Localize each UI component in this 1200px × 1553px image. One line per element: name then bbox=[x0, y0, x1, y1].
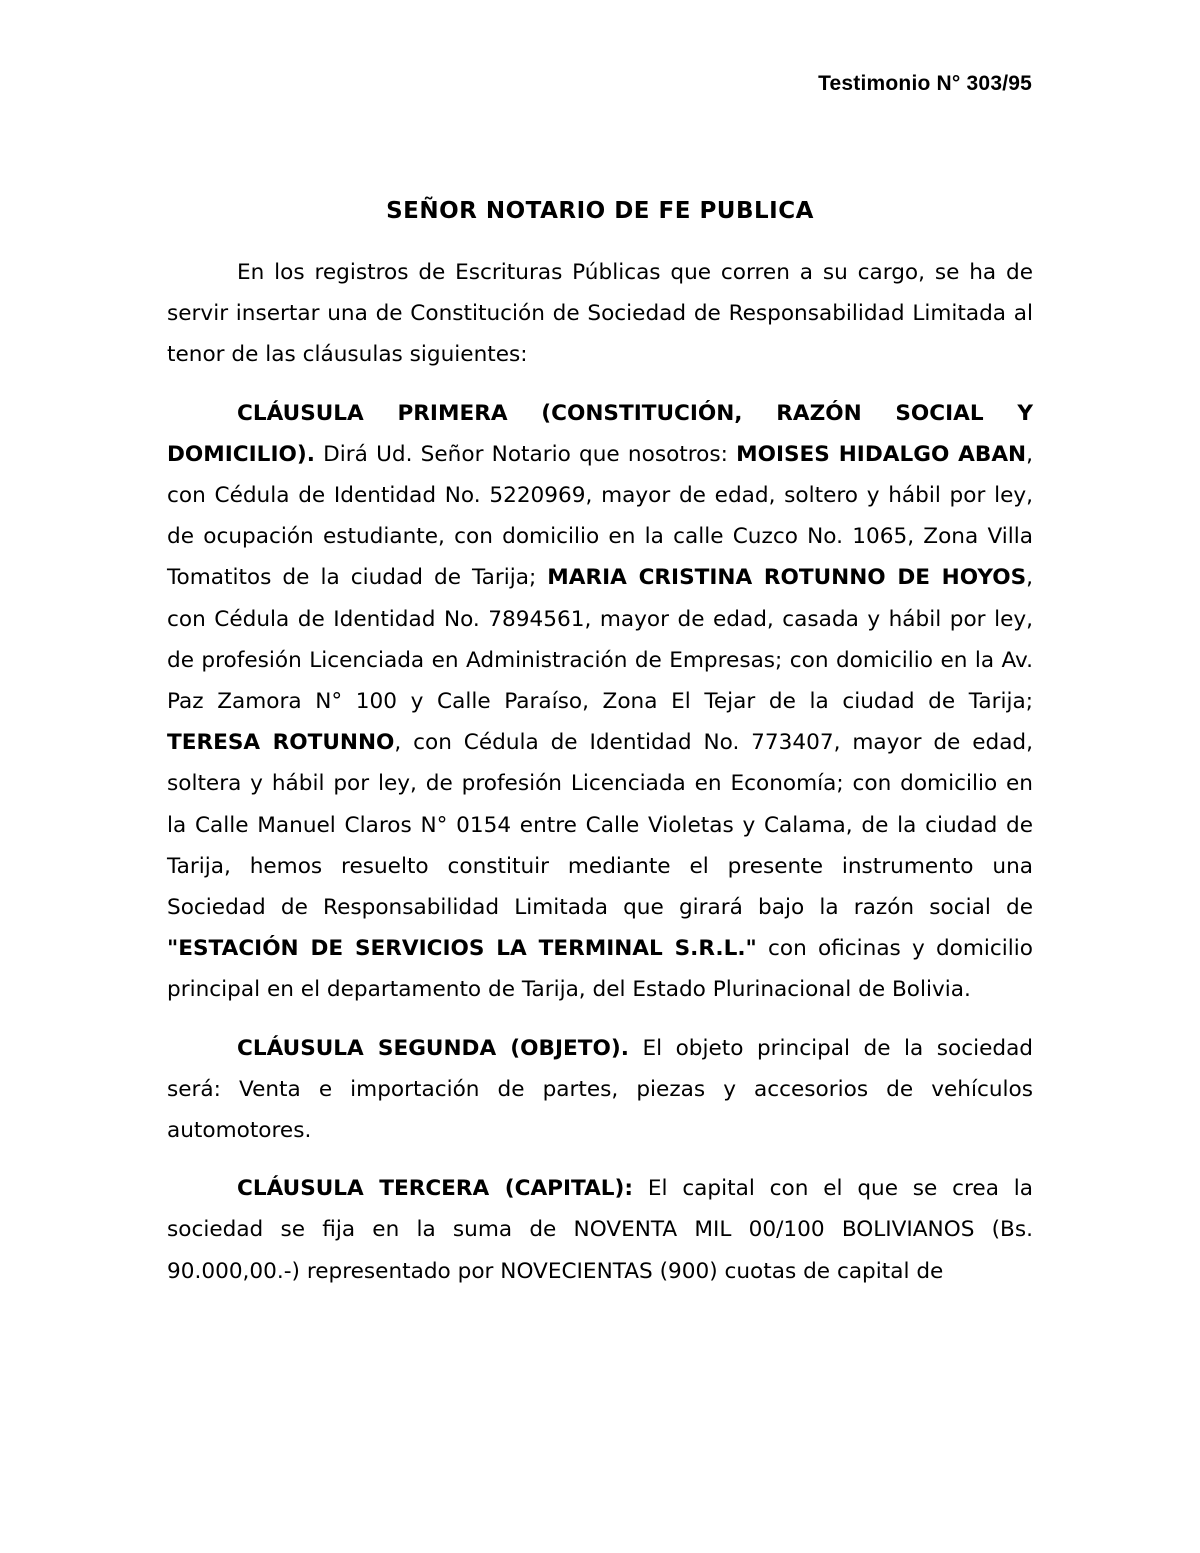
bold-text-run: CLÁUSULA SEGUNDA (OBJETO). bbox=[237, 1035, 629, 1061]
testimonio-reference: Testimonio N° 303/95 bbox=[818, 72, 1032, 95]
bold-text-run: CLÁUSULA TERCERA (CAPITAL): bbox=[237, 1176, 634, 1202]
paragraph-1 bbox=[167, 252, 1033, 376]
paragraph-4 bbox=[167, 1168, 1033, 1292]
text-run: En los registros de Escrituras Públicas que corren a su cargo, se ha de servir insertar una de Constitución de Sociedad de Responsabilidad Limitada al tenor de las cláusulas siguientes: bbox=[167, 260, 1033, 368]
paragraph-3 bbox=[167, 1028, 1033, 1152]
bold-text-run: "ESTACIÓN DE SERVICIOS LA TERMINAL S.R.L." bbox=[167, 936, 757, 962]
document-body bbox=[167, 252, 1033, 1292]
paragraph-2 bbox=[167, 393, 1033, 1011]
document-title: SEÑOR NOTARIO DE FE PUBLICA bbox=[386, 198, 814, 224]
bold-text-run: MARIA CRISTINA ROTUNNO DE HOYOS bbox=[547, 565, 1027, 591]
bold-text-run: TERESA ROTUNNO bbox=[167, 730, 395, 756]
text-run: con oficinas y domicilio principal en el departamento de Tarija, del Estado Plurinacional de Bolivia. bbox=[167, 936, 1033, 1003]
text-run: , con Cédula de Identidad No. 5220969, mayor de edad, soltero y hábil por ley, de ocupación estudiante, con domicilio en la calle Cuzco No. 1065, Zona Villa Tomatitos de la ciudad de Tarija; bbox=[167, 441, 1033, 591]
text-run: , con Cédula de Identidad No. 7894561, mayor de edad, casada y hábil por ley, de profesión Licenciada en Administración de Empresas; con domicilio en la Av. Paz Zamora N° 100 y Calle Paraíso, Zona El Tejar de la ciudad de Tarija; bbox=[167, 565, 1033, 715]
text-run: Dirá Ud. Señor Notario que nosotros: bbox=[314, 441, 737, 467]
bold-text-run: CLÁUSULA PRIMERA (CONSTITUCIÓN, RAZÓN SOCIAL Y DOMICILIO). bbox=[167, 400, 1033, 467]
text-run: , con Cédula de Identidad No. 773407, mayor de edad, soltera y hábil por ley, de profesión Licenciada en Economía; con domicilio en la Calle Manuel Claros N° 0154 entre Calle Violetas y Calama, de la ciudad de Tarija, hemos resuelto constituir mediante el presente instrumento una Sociedad de Responsabilidad Limitada que girará bajo la razón social de bbox=[167, 730, 1033, 921]
text-run: El capital con el que se crea la sociedad se fija en la suma de NOVENTA MIL 00/100 BOLIVIANOS (Bs. 90.000,00.-) representado por NOVECIENTAS (900) cuotas de capital de bbox=[167, 1176, 1033, 1284]
text-run: El objeto principal de la sociedad será: Venta e importación de partes, piezas y accesorios de vehículos automotores. bbox=[167, 1035, 1034, 1144]
bold-text-run: MOISES HIDALGO ABAN bbox=[736, 441, 1027, 467]
